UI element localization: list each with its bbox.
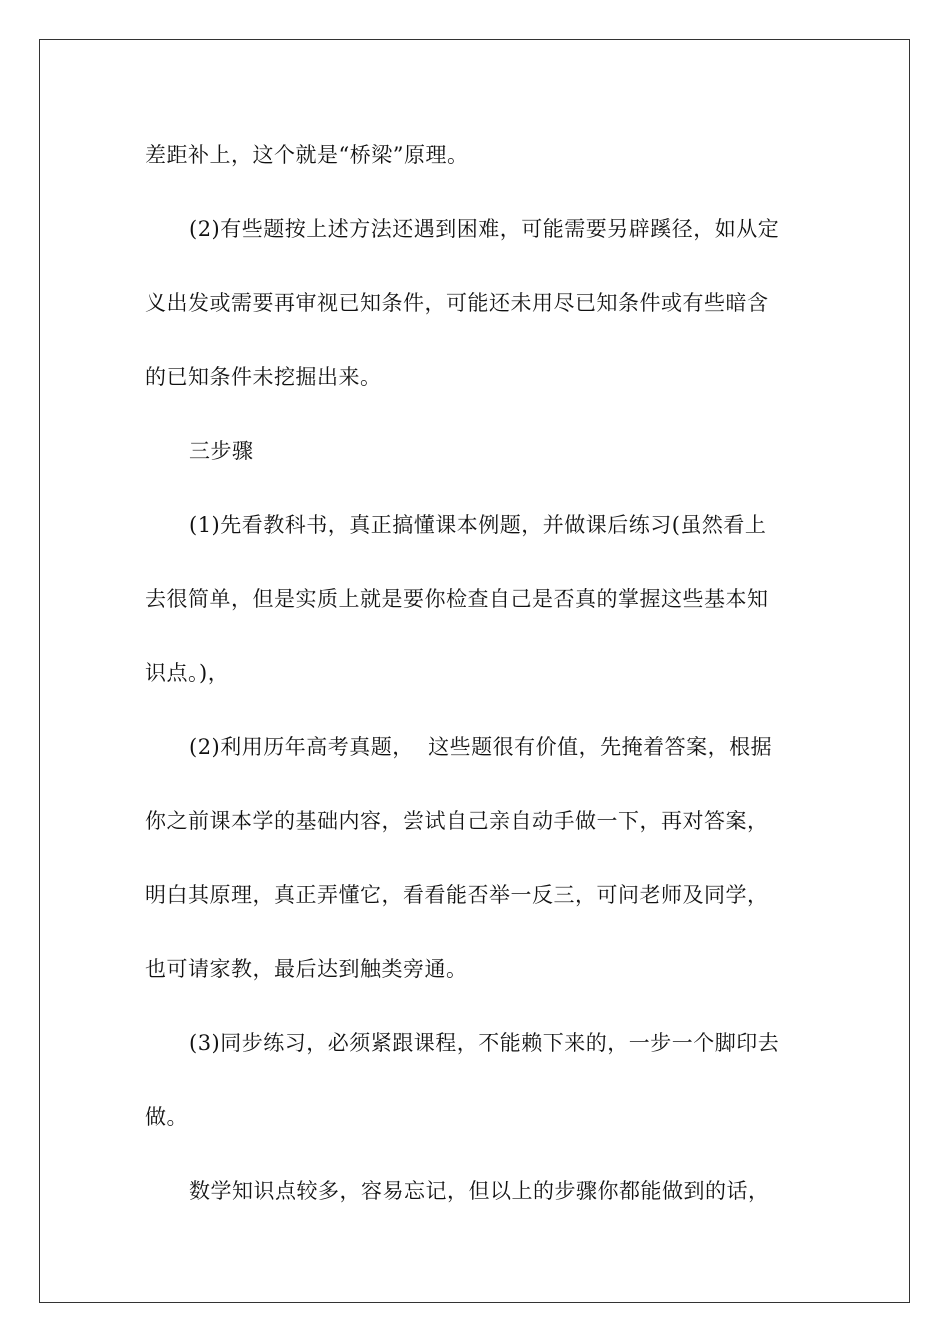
text-line: (2)利用历年高考真题， 这些题很有价值，先掩着答案，根据 xyxy=(189,735,773,759)
document-body xyxy=(145,118,825,1228)
text-line: 明白其原理，真正弄懂它，看看能否举一反三，可问老师及同学， xyxy=(145,883,769,907)
text-line: (2)有些题按上述方法还遇到困难，可能需要另辟蹊径，如从定 xyxy=(189,217,780,241)
text-line: 的已知条件未挖掘出来。 xyxy=(145,365,382,389)
text-line: 差距补上，这个就是“桥梁”原理。 xyxy=(145,143,469,167)
section-heading: 三步骤 xyxy=(189,439,254,463)
text-line: 识点。)， xyxy=(145,661,230,685)
text-line: 去很简单，但是实质上就是要你检查自己是否真的掌握这些基本知 xyxy=(145,587,769,611)
text-line: 你之前课本学的基础内容，尝试自己亲自动手做一下，再对答案， xyxy=(145,809,769,833)
text-line: 义出发或需要再审视已知条件，可能还未用尽已知条件或有些暗含 xyxy=(145,291,769,315)
text-line: 也可请家教，最后达到触类旁通。 xyxy=(145,957,468,981)
text-line: (3)同步练习，必须紧跟课程，不能赖下来的，一步一个脚印去 xyxy=(189,1031,780,1055)
text-line: 数学知识点较多，容易忘记，但以上的步骤你都能做到的话， xyxy=(189,1179,770,1203)
text-line: 做。 xyxy=(145,1105,188,1129)
text-line: (1)先看教科书，真正搞懂课本例题，并做课后练习(虽然看上 xyxy=(189,513,767,537)
